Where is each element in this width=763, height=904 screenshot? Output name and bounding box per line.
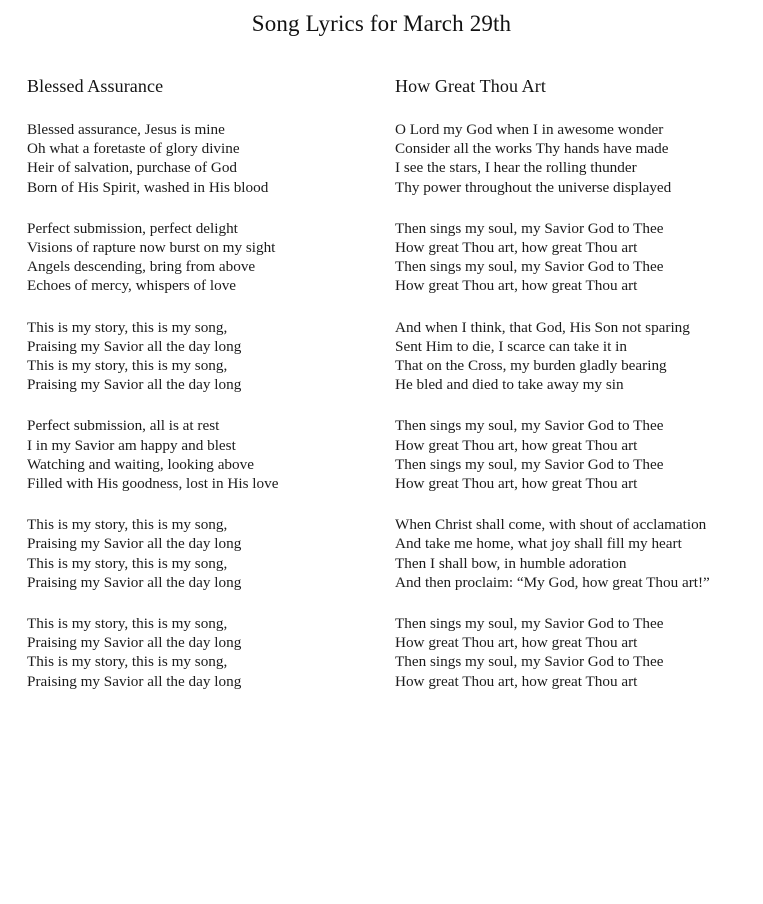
verse (395, 219, 755, 296)
lyric-line: How great Thou art, how great Thou art (395, 672, 638, 690)
lyric-line: Thy power throughout the universe displayed (395, 178, 672, 196)
lyric-line: Oh what a foretaste of glory divine (27, 140, 240, 158)
lyric-line: Then sings my soul, my Savior God to Thee (395, 258, 664, 276)
lyric-line: Angels descending, bring from above (27, 258, 256, 276)
lyrics-columns (0, 74, 763, 691)
lyric-line: Then I shall bow, in humble adoration (395, 554, 627, 572)
lyric-line: And when I think, that God, His Son not sparing (395, 318, 690, 336)
lyric-line: How great Thou art, how great Thou art (395, 239, 638, 257)
verse (395, 416, 755, 493)
lyric-line: Then sings my soul, my Savior God to Thee (395, 417, 664, 435)
lyric-line: Praising my Savior all the day long (27, 672, 242, 690)
verse (27, 614, 374, 691)
verse (395, 515, 755, 592)
lyric-line: Watching and waiting, looking above (27, 455, 254, 473)
lyric-line: Heir of salvation, purchase of God (27, 159, 238, 177)
lyric-line: Praising my Savior all the day long (27, 535, 242, 553)
song-title: Blessed Assurance (27, 76, 164, 96)
lyric-line: How great Thou art, how great Thou art (395, 475, 638, 493)
lyric-line: Then sings my soul, my Savior God to Thee (395, 219, 664, 237)
lyric-line: How great Thou art, how great Thou art (395, 277, 638, 295)
lyric-line: Praising my Savior all the day long (27, 376, 242, 394)
lyric-line: Then sings my soul, my Savior God to Thee (395, 455, 664, 473)
page-title: Song Lyrics for March 29th (251, 11, 512, 36)
lyric-line: How great Thou art, how great Thou art (395, 436, 638, 454)
lyric-line: Blessed assurance, Jesus is mine (27, 121, 225, 138)
lyric-line: I in my Savior am happy and blest (27, 436, 236, 454)
song-column-left (0, 74, 384, 691)
lyric-line: He bled and died to take away my sin (395, 376, 624, 394)
verse (27, 416, 374, 493)
lyric-line: When Christ shall come, with shout of acclamation (395, 516, 707, 534)
lyric-line: Then sings my soul, my Savior God to Thee (395, 653, 664, 671)
lyric-line: And take me home, what joy shall fill my heart (395, 535, 682, 553)
lyric-line: This is my story, this is my song, (27, 318, 228, 336)
lyric-line: Praising my Savior all the day long (27, 634, 242, 652)
song-title: How Great Thou Art (395, 76, 546, 96)
lyric-line: That on the Cross, my burden gladly bearing (395, 357, 667, 375)
lyric-line: Sent Him to die, I scarce can take it in (395, 337, 627, 355)
lyric-line: Praising my Savior all the day long (27, 337, 242, 355)
lyric-line: I see the stars, I hear the rolling thunder (395, 159, 637, 177)
lyric-line: Visions of rapture now burst on my sight (27, 239, 276, 257)
lyric-line: And then proclaim: “My God, how great Thou art!” (395, 573, 710, 591)
lyric-line: This is my story, this is my song, (27, 554, 228, 572)
lyric-line: This is my story, this is my song, (27, 615, 228, 633)
song-column-right (384, 74, 763, 691)
lyric-line: This is my story, this is my song, (27, 357, 228, 375)
verse (27, 515, 374, 592)
verse (27, 120, 374, 197)
verse (395, 318, 755, 395)
lyric-line: Praising my Savior all the day long (27, 573, 242, 591)
lyric-line: Then sings my soul, my Savior God to Thee (395, 615, 664, 633)
lyric-line: O Lord my God when I in awesome wonder (395, 121, 664, 138)
verse-list (395, 120, 755, 691)
lyric-line: This is my story, this is my song, (27, 516, 228, 534)
lyric-line: Echoes of mercy, whispers of love (27, 277, 237, 295)
verse (27, 219, 374, 296)
verse (395, 614, 755, 691)
verse-list (27, 120, 374, 691)
lyric-line: Filled with His goodness, lost in His love (27, 475, 279, 493)
lyric-line: This is my story, this is my song, (27, 653, 228, 671)
verse (27, 318, 374, 395)
lyric-line: Perfect submission, perfect delight (27, 219, 238, 237)
lyric-line: Consider all the works Thy hands have made (395, 140, 669, 158)
verse (395, 120, 755, 197)
lyric-line: Perfect submission, all is at rest (27, 417, 220, 435)
lyric-line: Born of His Spirit, washed in His blood (27, 178, 269, 196)
lyric-line: How great Thou art, how great Thou art (395, 634, 638, 652)
